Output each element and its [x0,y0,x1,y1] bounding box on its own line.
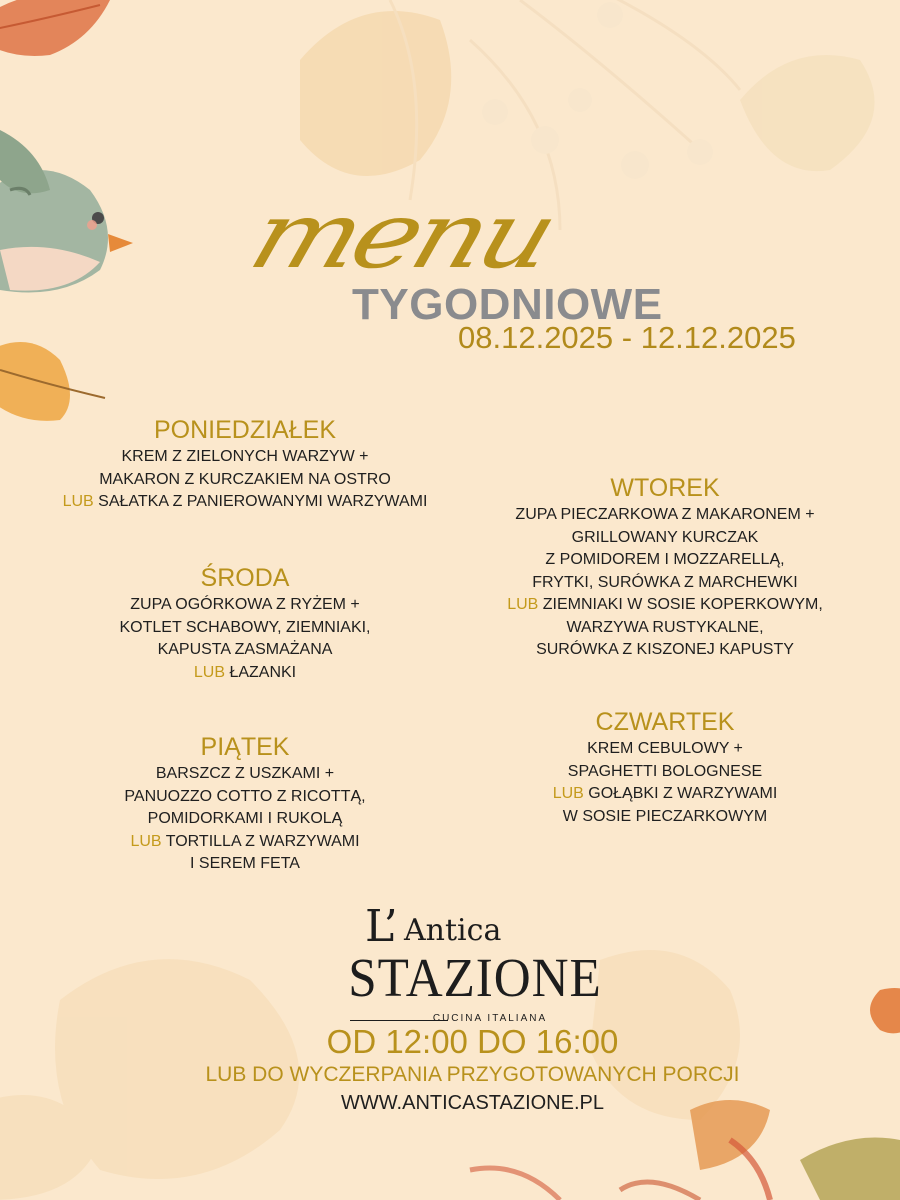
dish-line: GRILLOWANY KURCZAK [571,528,759,546]
alternative-dish: ZIEMNIAKI W SOSIE KOPERKOWYM, [542,596,823,613]
dish-line: ZUPA OGÓRKOWA Z RYŻEM + [130,596,360,613]
dish-line: KREM Z ZIELONYCH WARZYW + [121,448,369,465]
dish-line: ZUPA PIECZARKOWA Z MAKARONEM + [515,506,815,523]
alternative-line [0,491,490,514]
dish-line: KOTLET SCHABOWY, ZIEMNIAKI, [119,618,371,636]
lub-label: LUB [62,493,94,510]
day-name: ŚRODA [200,564,290,592]
menu-script-title: menu [237,182,566,290]
day-wednesday [0,564,490,684]
bird-icon [0,130,133,293]
dish-line: KAPUSTA ZASMAŻANA [157,641,333,658]
alternative-dish: GOŁĄBKI Z WARZYWAMI [588,785,778,802]
dish-line: FRYTKI, SURÓWKA Z MARCHEWKI [532,573,798,591]
day-name: CZWARTEK [595,708,735,736]
day-name: WTOREK [610,474,720,502]
orange-leaf-icon [0,342,105,421]
menu-subtitle: TYGODNIOWE [352,280,663,329]
day-name: PONIEDZIAŁEK [154,416,336,444]
dish-line: MAKARON Z KURCZAKIEM NA OSTRO [99,470,391,488]
alternative-line [430,783,900,806]
alternative-dish: SURÓWKA Z KISZONEJ KAPUSTY [536,641,794,658]
dish-line: BARSZCZ Z USZKAMI + [155,765,335,782]
alternative-line [430,594,900,617]
availability-note: LUB DO WYCZERPANIA PRZYGOTOWANYCH PORCJI [205,1063,740,1086]
dish-line: Z POMIDOREM I MOZZARELLĄ, [545,551,785,568]
dish-line: SPAGHETTI BOLOGNESE [567,762,763,780]
lub-label: LUB [507,596,539,613]
restaurant-logo [300,900,650,1030]
date-range: 08.12.2025 - 12.12.2025 [458,320,796,355]
alternative-line [0,662,490,685]
day-name: PIĄTEK [200,733,290,761]
alternative-dish: SAŁATKA Z PANIEROWANYMI WARZYWAMI [98,493,428,510]
alternative-dish: TORTILLA Z WARZYWAMI [165,832,360,850]
dish-line: KREM CEBULOWY + [587,740,743,757]
alternative-dish: WARZYWA RUSTYKALNE, [566,618,764,636]
alternative-dish: ŁAZANKI [229,663,297,681]
day-thursday [430,708,900,828]
day-tuesday [430,474,900,662]
alternative-line [0,831,490,854]
lub-label: LUB [552,785,584,802]
dish-line: PANUOZZO COTTO Z RICOTTĄ, [124,787,366,805]
logo-stazione: STAZIONE [348,947,602,1008]
logo-antica: Antica [404,913,502,948]
lub-label: LUB [130,832,162,850]
website-link[interactable]: WWW.ANTICASTAZIONE.PL [341,1092,604,1114]
logo-l-apostrophe: L’ [365,901,398,952]
logo-tagline: CUCINA ITALIANA [432,1013,548,1024]
alternative-dish: W SOSIE PIECZARKOWYM [562,807,768,825]
day-monday [0,416,490,514]
dish-line: POMIDORKAMI I RUKOLĄ [147,810,343,827]
red-leaf-icon [0,0,110,56]
lub-label: LUB [193,663,225,681]
alternative-dish: I SEREM FETA [190,855,300,872]
day-friday [0,733,490,876]
opening-hours: OD 12:00 DO 16:00 [326,1023,619,1060]
